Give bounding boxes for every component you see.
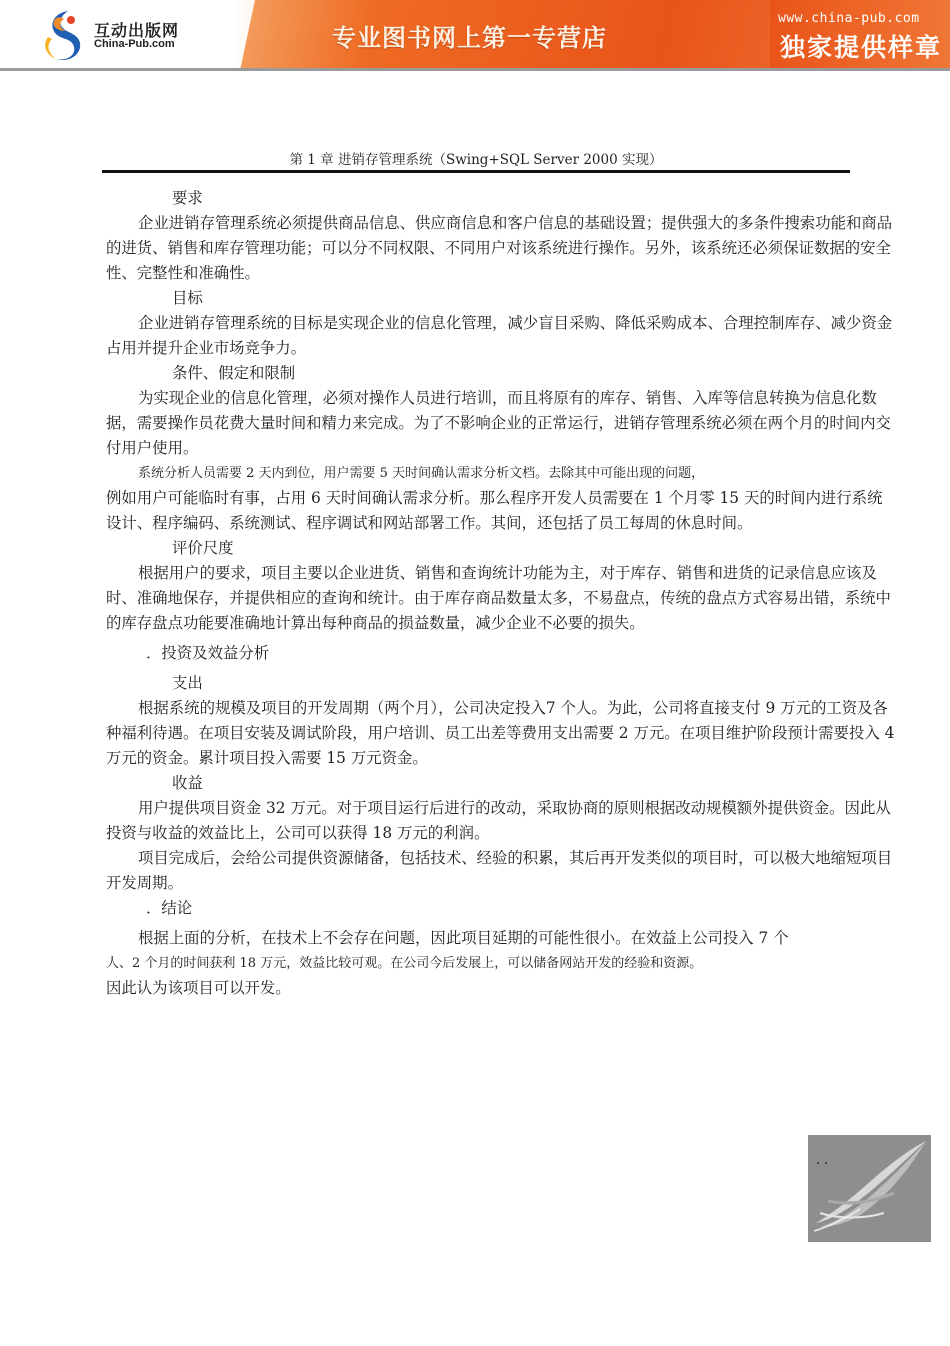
china-pub-logo-icon[interactable]: [38, 7, 90, 63]
paragraph-conditions: 为实现企业的信息化管理，必须对操作人员进行培训，而且将原有的库存、销售、入库等信息转换为信息化数据，需要操作员花费大量时间和精力来完成。为了不影响企业的正常运行，进销存管理系统必须在两个月的时间内交付用户使用。: [106, 389, 891, 457]
section-heading-income: 收益: [172, 774, 203, 792]
paragraph-expenses: 根据系统的规模及项目的开发周期（两个月），公司决定投入7 个人。为此，公司将直接支付 9 万元的工资及各种福利待遇。在项目安装及调试阶段，用户培训、员工出差等费用支出需要 2 万元。在项目维护阶段预计需要投入 4 万元的资金。累计项目投入需要 15 万元资金。: [106, 699, 895, 767]
chapter-header: 第 1 章 进销存管理系统（Swing+SQL Server 2000 实现）: [289, 152, 663, 168]
section-heading-expenses: 支出: [172, 674, 203, 692]
section-heading-investment: ．投资及效益分析: [146, 644, 270, 662]
paragraph-income-continued: 项目完成后，会给公司提供资源储备，包括技术、经验的积累，其后再开发类似的项目时，可以极大地缩短项目开发周期。: [106, 849, 893, 892]
banner-sample-text: 独家提供样章: [780, 33, 943, 62]
paragraph-conditions-continued: 例如用户可能临时有事，占用 6 天时间确认需求分析。那么程序开发人员需要在 1 个月零 15 天的时间内进行系统设计、程序编码、系统测试、程序调试和网站部署工作。其间，还包括了员工每周的休息时间。: [106, 489, 883, 532]
banner-url[interactable]: www.china-pub.com: [778, 11, 920, 26]
banner-slogan: 专业图书网上第一专营店: [332, 24, 607, 52]
paragraph-evaluation: 根据用户的要求，项目主要以企业进货、销售和查询统计功能为主，对于库存、销售和进货的记录信息应该及时、准确地保存，并提供相应的查询和统计。由于库存商品数量太多，不易盘点，传统的盘点方式容易出错，系统中的库存盘点功能要准确地计算出每种商品的损益数量，减少企业不必要的损失。: [106, 564, 891, 632]
feather-quill-icon: [808, 1135, 931, 1242]
paragraph-conclusion-note: 人、2 个月的时间获利 18 万元，效益比较可观。在公司今后发展上，可以储备网站开发的经验和资源。: [106, 956, 703, 971]
paragraph-conclusion-final: 因此认为该项目可以开发。: [106, 979, 291, 997]
header-rule: [102, 170, 850, 173]
logo-english-name: China-Pub.com: [94, 38, 175, 50]
paragraph-requirements: 企业进销存管理系统必须提供商品信息、供应商信息和客户信息的基础设置；提供强大的多条件搜索功能和商品的进货、销售和库存管理功能；可以分不同权限、不同用户对该系统进行操作。另外，该系统还必须保证数据的安全性、完整性和准确性。: [106, 214, 893, 282]
section-heading-conditions: 条件、假定和限制: [172, 364, 296, 382]
paragraph-income: 用户提供项目资金 32 万元。对于项目运行后进行的改动，采取协商的原则根据改动规模额外提供资金。因此从投资与收益的效益比上，公司可以获得 18 万元的利润。: [106, 799, 891, 842]
document-body: [106, 186, 896, 1001]
section-heading-conclusion: ．结论: [146, 899, 193, 917]
logo-chinese-name: 互动出版网: [94, 21, 180, 40]
paragraph-conditions-note: 系统分析人员需要 2 天内到位，用户需要 5 天时间确认需求分析文档。去除其中可能出现的问题，: [138, 466, 705, 481]
paragraph-goals: 企业进销存管理系统的目标是实现企业的信息化管理，减少盲目采购、降低采购成本、合理控制库存、减少资金占用并提升企业市场竞争力。: [106, 314, 893, 357]
section-heading-requirements: 要求: [172, 189, 203, 207]
section-heading-goals: 目标: [172, 289, 203, 307]
top-banner: [0, 0, 950, 71]
section-heading-evaluation: 评价尺度: [172, 539, 234, 557]
paragraph-conclusion: 根据上面的分析，在技术上不会存在问题，因此项目延期的可能性很小。在效益上公司投入 7 个: [138, 929, 789, 947]
